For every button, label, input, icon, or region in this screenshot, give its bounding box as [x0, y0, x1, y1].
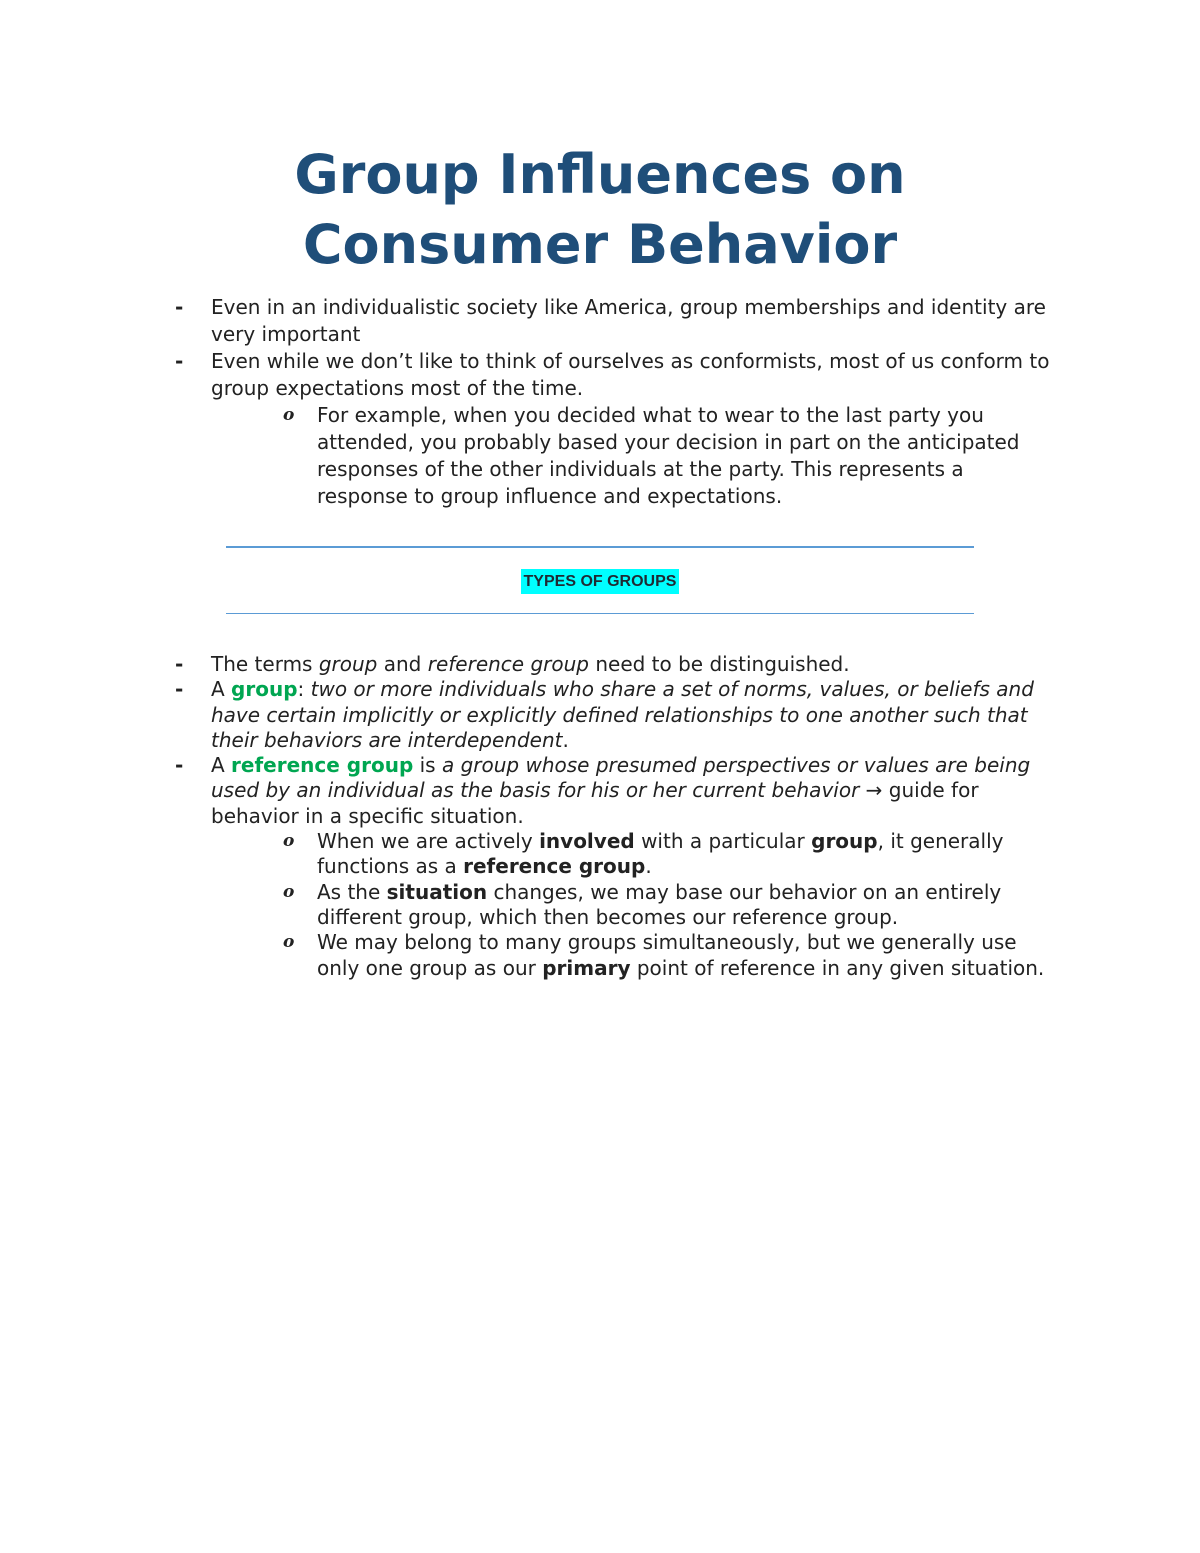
list-item [175, 652, 1055, 677]
list-item [175, 677, 1055, 753]
bold-term: situation [386, 879, 488, 904]
sub-list-item [283, 880, 1055, 931]
intro-list [175, 294, 1055, 510]
text-run: A [211, 753, 232, 778]
group-definition: two or more individuals who share a set of norms, values, or beliefs and have certain implicitly or explicitly defined relationships to one another such that their behaviors are interdependent [211, 677, 1034, 752]
text-run: need to be distinguished. [588, 652, 850, 676]
text-run: is [413, 753, 442, 778]
types-sub-list [211, 829, 1055, 981]
keyword-group: group [231, 677, 298, 702]
bold-term: group [811, 829, 878, 854]
section-heading [0, 568, 1200, 596]
list-item [175, 348, 1055, 510]
section-divider-bottom [226, 613, 974, 614]
intro-sub-list [211, 402, 1055, 510]
page-title-line-2: Consumer Behavior [302, 213, 898, 276]
term-reference-group: reference group [427, 652, 589, 676]
term-group: group [318, 652, 378, 676]
text-run: The terms [211, 652, 319, 676]
text-run: → guide for behavior in a specific situation. [211, 778, 979, 828]
sub-list-item [283, 402, 1055, 510]
page-title [0, 140, 1200, 280]
list-item [175, 753, 1055, 981]
section-heading-text: TYPES OF GROUPS [521, 569, 680, 594]
types-list [175, 652, 1055, 981]
list-item [175, 294, 1055, 348]
intro-item-1-text: Even in an individualistic society like America, group memberships and identity are very important [211, 295, 1046, 346]
text-run: . [645, 854, 652, 879]
bold-term: reference group [463, 854, 646, 879]
text-run: and [377, 652, 428, 676]
page-title-line-1: Group Influences on [294, 143, 906, 206]
keyword-reference-group: reference group [231, 753, 414, 778]
intro-sub-item-text: For example, when you decided what to wear to the last party you attended, you probably based your decision in part on the anticipated responses of the other individuals at the party. This represents a response to group influence and expectations. [317, 403, 1020, 508]
text-run: As the [317, 879, 387, 904]
text-run: A [211, 677, 232, 702]
sub-list-item [283, 829, 1055, 880]
text-run: point of reference in any given situation. [630, 955, 1045, 980]
text-run: . [562, 727, 569, 752]
text-run: with a particular [634, 829, 812, 854]
text-run: We may belong to many groups simultaneously, but we generally use only one group as our [317, 930, 1017, 980]
bold-term: primary [542, 955, 631, 980]
bold-term: involved [539, 829, 635, 854]
reference-group-definition: a group whose presumed perspectives or values are being used by an individual as the basis for his or her current behavior [211, 753, 1031, 803]
sub-list-item [283, 930, 1055, 981]
text-run: changes, we may base our behavior on an entirely different group, which then becomes our reference group. [317, 879, 1002, 929]
intro-item-2-text: Even while we don’t like to think of ourselves as conformists, most of us conform to group expectations most of the time. [211, 349, 1050, 400]
text-run: : [297, 677, 311, 702]
section-divider-top [226, 546, 974, 548]
text-run: , it generally functions as a [317, 829, 1004, 879]
text-run: When we are actively [317, 829, 540, 854]
